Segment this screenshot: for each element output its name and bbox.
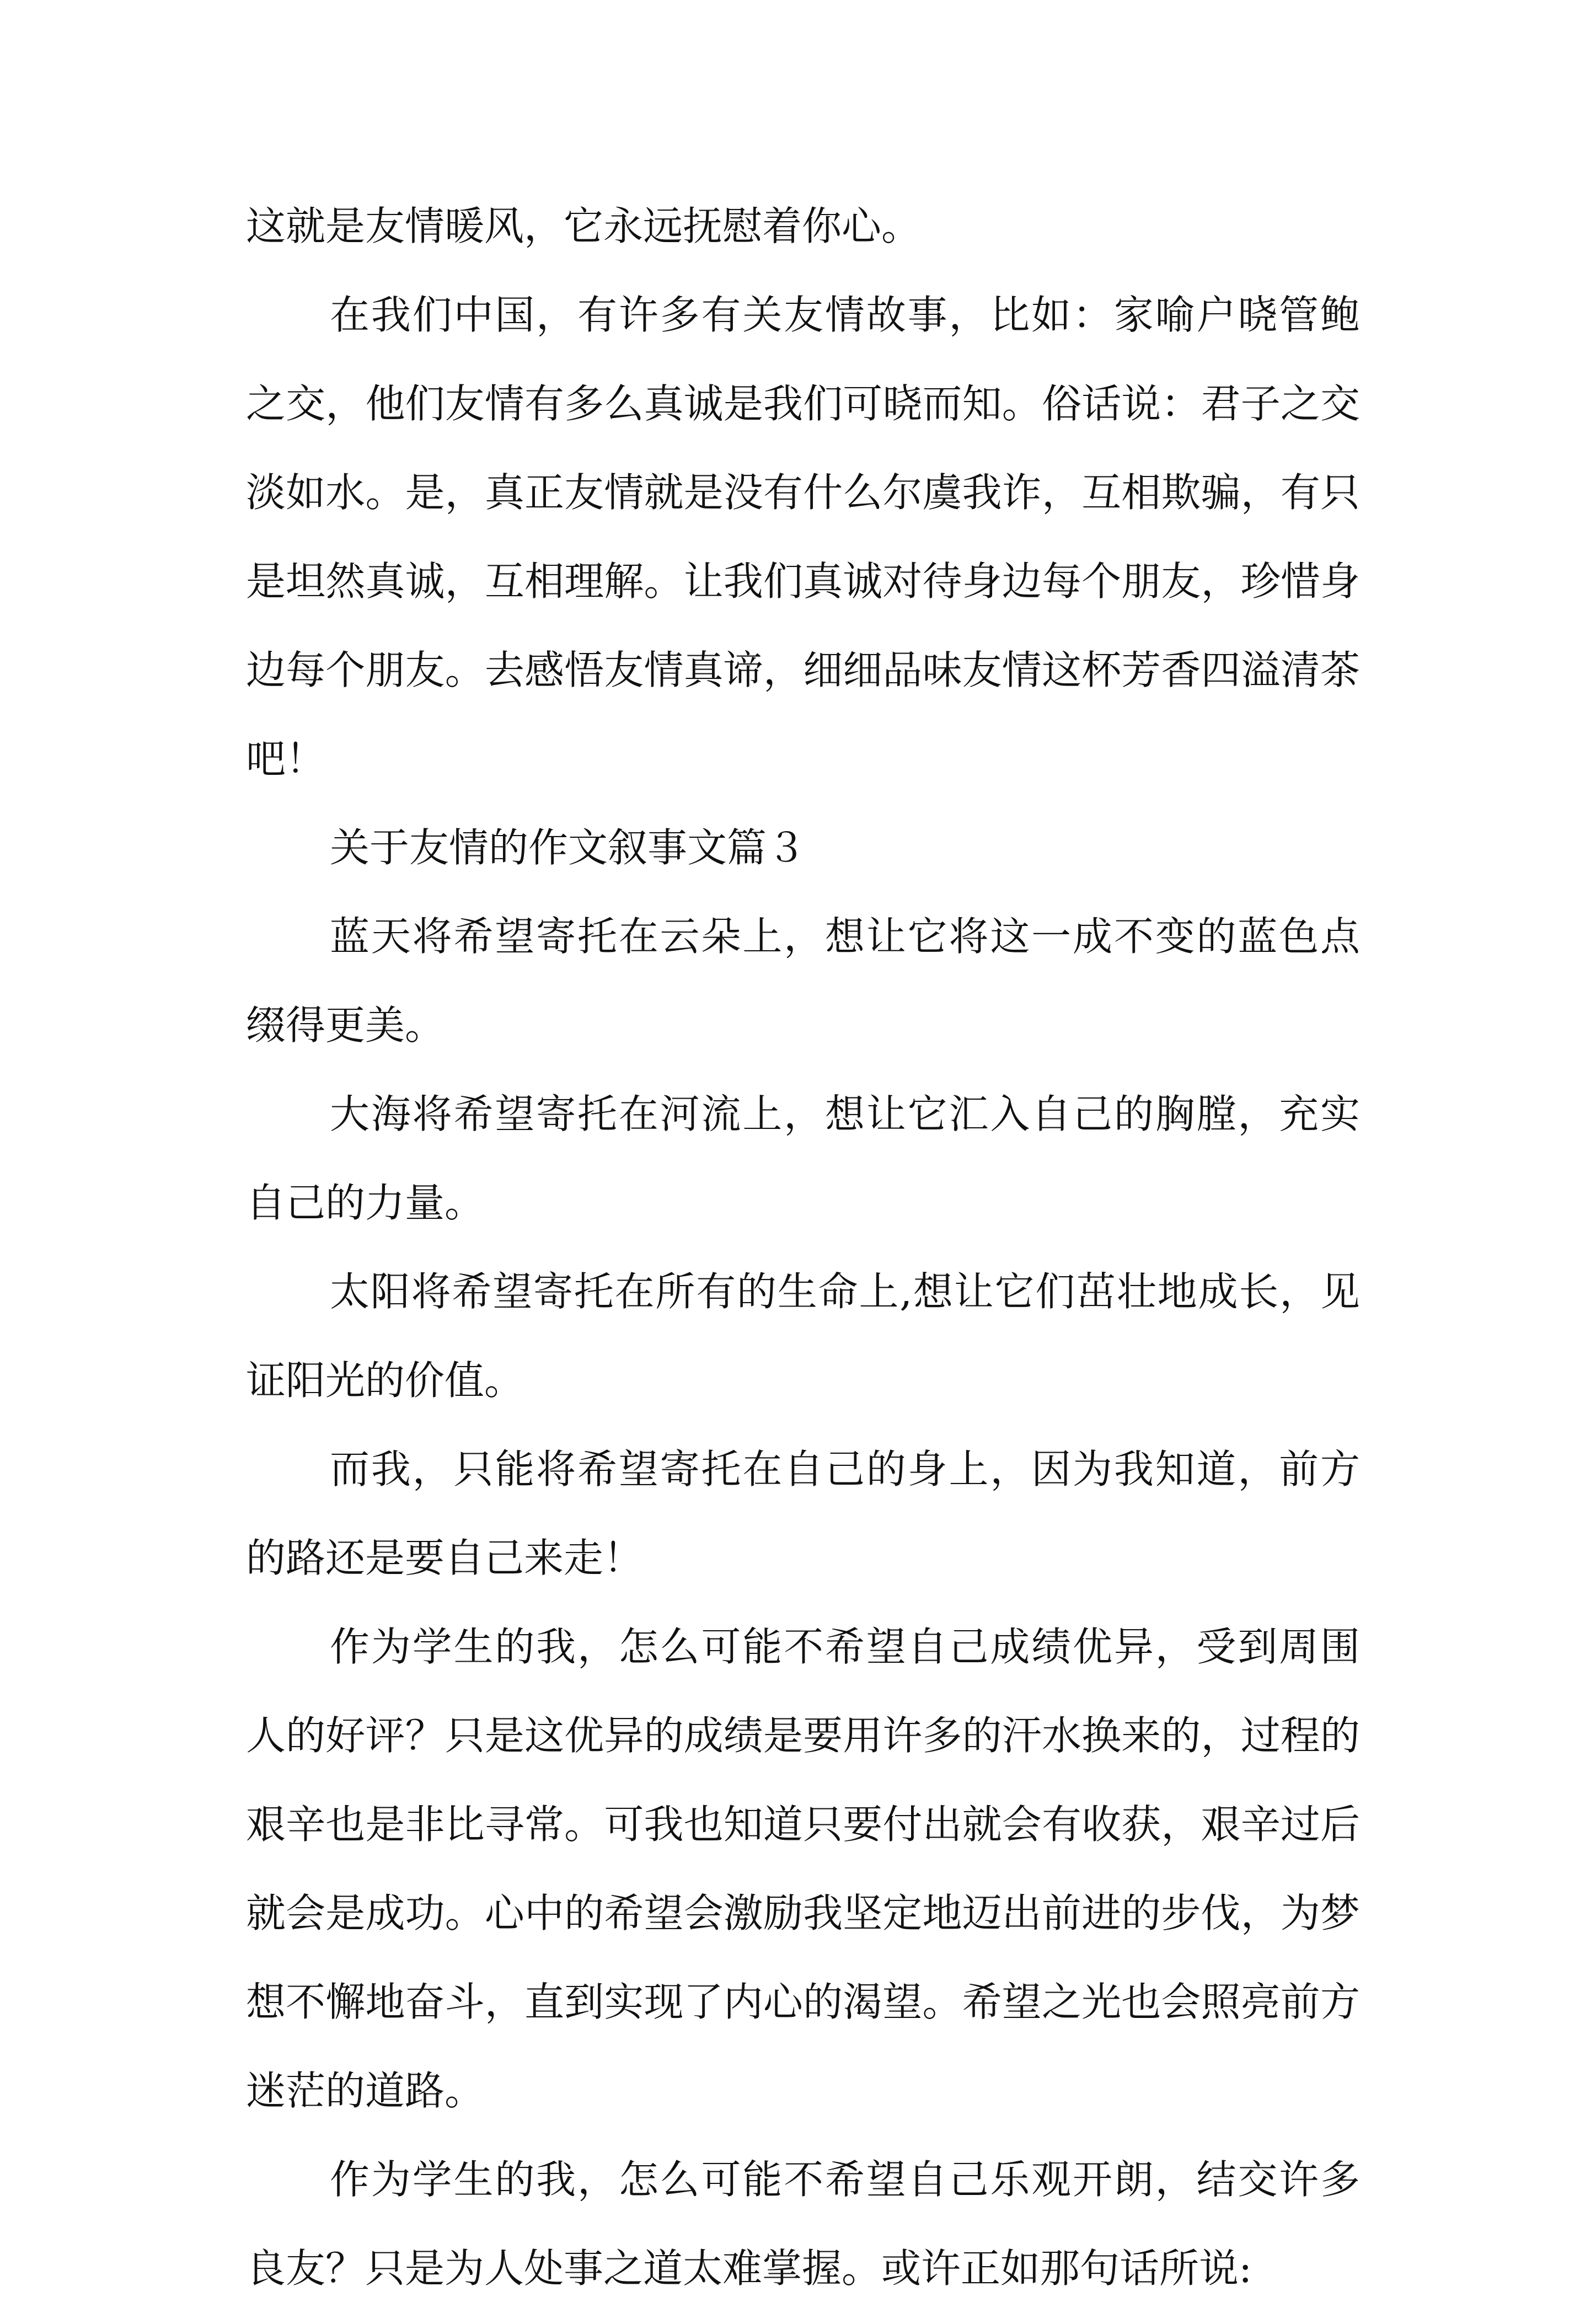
- paragraph-4: 大海将希望寄托在河流上，想让它汇入自己的胸膛，充实自己的力量。: [246, 1091, 1360, 1226]
- paragraph-6: 而我，只能将希望寄托在自己的身上，因为我知道，前方的路还是要自己来走！: [246, 1446, 1360, 1581]
- paragraph-1: 这就是友情暖风，它永远抚慰着你心。: [246, 203, 922, 249]
- document-body: [246, 182, 1360, 2313]
- paragraph-8: 作为学生的我，怎么可能不希望自己乐观开朗，结交许多良友？只是为人处事之道太难掌握。或许正如那句话所说:: [246, 2156, 1360, 2291]
- paragraph-2: 在我们中国，有许多有关友情故事，比如：家喻户晓管鲍之交，他们友情有多么真诚是我们可晓而知。俗话说：君子之交淡如水。是，真正友情就是没有什么尔虞我诈，互相欺骗，有只是坦然真诚，互相理解。让我们真诚对待身边每个朋友，珍惜身边每个朋友。去感悟友情真谛，细细品味友情这杯芳香四溢清茶吧！: [246, 292, 1360, 782]
- section-heading: 关于友情的作文叙事文篇３: [330, 824, 807, 871]
- paragraph-3: 蓝天将希望寄托在云朵上，想让它将这一成不变的蓝色点缀得更美。: [246, 913, 1360, 1048]
- paragraph-7: 作为学生的我，怎么可能不希望自己成绩优异，受到周围人的好评？只是这优异的成绩是要用许多的汗水换来的，过程的艰辛也是非比寻常。可我也知道只要付出就会有收获，艰辛过后就会是成功。心中的希望会激励我坚定地迈出前进的步伐，为梦想不懈地奋斗，直到实现了内心的渴望。希望之光也会照亮前方迷茫的道路。: [246, 1624, 1360, 2114]
- paragraph-5: 太阳将希望寄托在所有的生命上,想让它们茁壮地成长，见证阳光的价值。: [246, 1268, 1360, 1404]
